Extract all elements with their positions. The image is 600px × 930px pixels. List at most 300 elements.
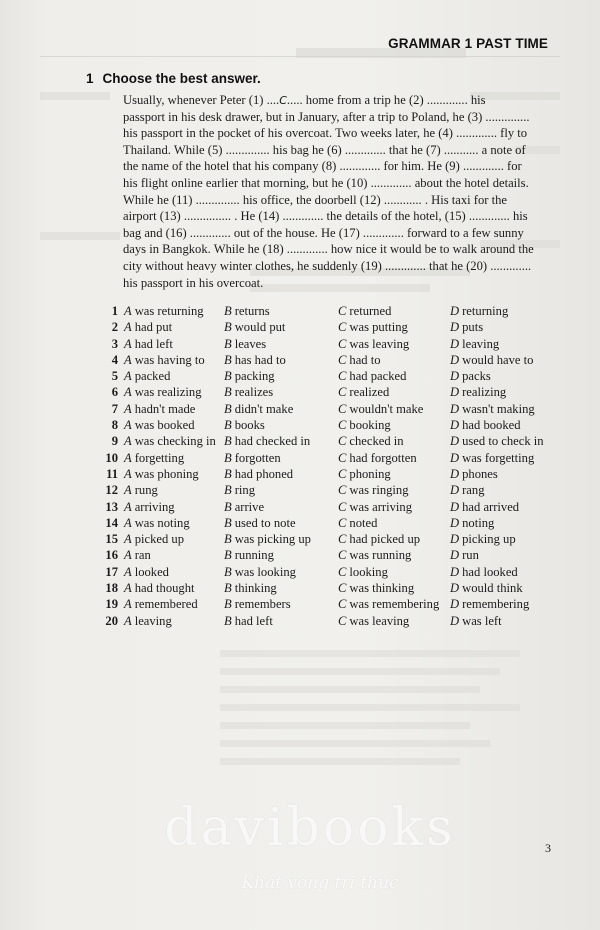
option-d xyxy=(450,450,534,466)
exercise-instruction: Choose the best answer. xyxy=(102,71,261,86)
question-number: 3 xyxy=(111,336,118,351)
option-letter: A xyxy=(124,434,132,449)
option-letter: B xyxy=(224,385,232,400)
option-text: had phoned xyxy=(234,466,294,481)
option-text: running xyxy=(234,548,274,563)
passage-line: While he (11) .............. his office, the doorbell (12) ............ . His taxi for the xyxy=(123,192,508,207)
option-letter: B xyxy=(224,515,232,530)
option-text: wouldn't make xyxy=(349,401,424,416)
option-letter: D xyxy=(450,499,460,514)
option-c xyxy=(338,580,414,596)
option-b xyxy=(224,499,264,515)
option-letter: C xyxy=(338,304,347,318)
option-text: was leaving xyxy=(349,613,410,628)
option-a xyxy=(124,401,195,417)
question-number: 1 xyxy=(111,304,118,318)
question-number: 20 xyxy=(105,613,118,628)
answer-row xyxy=(100,613,552,629)
option-a xyxy=(124,613,172,629)
option-letter: B xyxy=(224,418,232,433)
option-letter: C xyxy=(338,418,347,433)
option-text: would think xyxy=(462,581,523,596)
option-a xyxy=(124,531,184,547)
option-text: was noting xyxy=(134,515,190,530)
option-d xyxy=(450,433,544,449)
option-letter: B xyxy=(224,499,232,514)
option-c xyxy=(338,352,381,368)
option-letter: C xyxy=(338,548,347,563)
option-text: had thought xyxy=(134,581,195,596)
option-text: books xyxy=(234,418,265,433)
option-a xyxy=(124,499,175,515)
answer-row xyxy=(100,466,552,482)
option-c xyxy=(338,303,391,319)
option-letter: B xyxy=(224,401,232,416)
option-letter: D xyxy=(450,418,460,433)
option-letter: D xyxy=(450,385,460,400)
option-letter: C xyxy=(338,385,347,400)
option-letter: C xyxy=(338,597,347,612)
option-letter: D xyxy=(450,450,460,465)
option-text: hadn't made xyxy=(134,401,196,416)
option-text: had put xyxy=(134,320,173,335)
option-letter: B xyxy=(224,466,232,481)
option-text: arriving xyxy=(134,499,175,514)
option-text: has had to xyxy=(234,352,286,367)
option-letter: B xyxy=(224,581,232,596)
option-b xyxy=(224,417,265,433)
option-text: remembering xyxy=(462,597,530,612)
option-letter: D xyxy=(450,352,460,367)
option-letter: D xyxy=(450,597,460,612)
option-text: phoning xyxy=(349,466,391,481)
option-text: was left xyxy=(462,613,502,628)
answer-row xyxy=(100,401,552,417)
option-letter: C xyxy=(338,499,347,514)
option-text: had picked up xyxy=(349,532,421,547)
answer-row xyxy=(100,547,552,563)
option-letter: B xyxy=(224,450,232,465)
option-letter: D xyxy=(450,548,460,563)
option-text: rang xyxy=(462,483,485,498)
option-letter: C xyxy=(338,532,347,547)
option-text: leaving xyxy=(462,336,500,351)
option-text: had packed xyxy=(349,369,407,384)
option-text: was picking up xyxy=(234,532,311,547)
option-text: rung xyxy=(134,483,158,498)
option-a xyxy=(124,515,190,531)
option-d xyxy=(450,466,498,482)
option-a xyxy=(124,368,170,384)
option-c xyxy=(338,336,409,352)
option-letter: C xyxy=(338,450,347,465)
option-text: leaving xyxy=(134,613,172,628)
option-text: returning xyxy=(462,304,509,318)
answer-row xyxy=(100,531,552,547)
option-letter: C xyxy=(338,320,347,335)
passage-line: passport in his desk drawer, but in January, after a trip to Poland, he (3) .............. xyxy=(123,109,530,124)
option-d xyxy=(450,515,494,531)
option-text: packing xyxy=(234,369,275,384)
passage-line: airport (13) ............... . He (14) ............. the details of the hotel, (15) ............. his xyxy=(123,209,528,224)
exercise-number: 1 xyxy=(86,71,94,86)
option-b xyxy=(224,433,310,449)
option-c xyxy=(338,450,417,466)
option-text: leaves xyxy=(234,336,267,351)
passage-line: days in Bangkok. While he (18) ............. how nice it would be to walk around the xyxy=(123,242,534,257)
handwritten-answer: C xyxy=(279,94,287,107)
option-a xyxy=(124,564,169,580)
option-letter: A xyxy=(124,564,132,579)
option-letter: C xyxy=(338,369,347,384)
option-a xyxy=(124,596,198,612)
option-b xyxy=(224,352,286,368)
option-c xyxy=(338,482,409,498)
option-b xyxy=(224,482,255,498)
option-b xyxy=(224,401,293,417)
question-number: 11 xyxy=(106,466,118,481)
option-c xyxy=(338,417,391,433)
option-letter: D xyxy=(450,613,460,628)
question-number: 18 xyxy=(105,581,118,596)
option-d xyxy=(450,336,499,352)
option-text: was putting xyxy=(349,320,408,335)
option-a xyxy=(124,319,172,335)
option-d xyxy=(450,482,485,498)
option-d xyxy=(450,613,502,629)
option-text: forgotten xyxy=(234,450,281,465)
answer-row xyxy=(100,515,552,531)
option-text: phones xyxy=(462,466,498,481)
answer-row xyxy=(100,417,552,433)
option-text: packs xyxy=(462,369,491,384)
option-b xyxy=(224,319,285,335)
option-letter: B xyxy=(224,369,232,384)
answer-options-list xyxy=(100,303,552,629)
option-letter: C xyxy=(338,564,347,579)
option-letter: C xyxy=(338,336,347,351)
option-letter: D xyxy=(450,369,460,384)
option-d xyxy=(450,384,506,400)
option-text: picking up xyxy=(462,532,516,547)
answer-row xyxy=(100,336,552,352)
passage-line: his passport in his overcoat. xyxy=(123,275,264,290)
option-text: returned xyxy=(349,304,392,318)
option-text: was ringing xyxy=(349,483,409,498)
question-number: 14 xyxy=(105,515,118,530)
passage-line: the name of the hotel that his company (8) ............. for him. He (9) ............. for xyxy=(123,159,522,174)
option-d xyxy=(450,417,521,433)
page-number: 3 xyxy=(545,841,551,855)
option-letter: B xyxy=(224,304,232,318)
question-number: 4 xyxy=(111,352,118,367)
option-text: was booked xyxy=(134,418,195,433)
option-text: was running xyxy=(349,548,412,563)
answer-row xyxy=(100,564,552,580)
option-letter: B xyxy=(224,434,232,449)
option-text: had arrived xyxy=(462,499,520,514)
option-text: had looked xyxy=(462,564,518,579)
option-text: looked xyxy=(134,564,169,579)
option-letter: D xyxy=(450,564,460,579)
answer-row xyxy=(100,433,552,449)
question-number: 8 xyxy=(111,418,118,433)
option-letter: C xyxy=(338,483,347,498)
answer-row xyxy=(100,482,552,498)
option-c xyxy=(338,319,408,335)
option-letter: A xyxy=(124,466,132,481)
option-text: realized xyxy=(349,385,390,400)
question-number: 5 xyxy=(111,369,118,384)
option-text: packed xyxy=(134,369,171,384)
answer-row xyxy=(100,352,552,368)
option-b xyxy=(224,596,291,612)
option-letter: D xyxy=(450,532,460,547)
option-c xyxy=(338,531,420,547)
option-c xyxy=(338,368,406,384)
option-text: used to check in xyxy=(462,434,544,449)
question-number: 15 xyxy=(105,532,118,547)
option-c xyxy=(338,499,412,515)
question-number: 2 xyxy=(111,320,118,335)
option-letter: B xyxy=(224,483,232,498)
option-letter: B xyxy=(224,336,232,351)
option-c xyxy=(338,564,388,580)
option-text: was phoning xyxy=(134,466,199,481)
option-b xyxy=(224,564,296,580)
option-b xyxy=(224,466,293,482)
option-a xyxy=(124,384,202,400)
option-text: had forgotten xyxy=(349,450,417,465)
option-d xyxy=(450,564,518,580)
passage-line-end: ..... home from a trip he (2) ............. his xyxy=(286,93,486,107)
option-text: remembered xyxy=(134,597,198,612)
option-text: had left xyxy=(134,336,173,351)
option-letter: D xyxy=(450,483,460,498)
option-c xyxy=(338,384,389,400)
passage-line-start: Usually, whenever Peter (1) .... xyxy=(123,93,280,107)
option-letter: A xyxy=(124,336,132,351)
answer-row xyxy=(100,303,552,319)
question-number: 12 xyxy=(105,483,118,498)
option-letter: C xyxy=(338,434,347,449)
option-letter: A xyxy=(124,401,132,416)
option-d xyxy=(450,580,523,596)
option-letter: A xyxy=(124,532,132,547)
option-text: checked in xyxy=(349,434,404,449)
answer-row xyxy=(100,384,552,400)
option-a xyxy=(124,417,195,433)
passage-line: city without heavy winter clothes, he suddenly (19) ............. that he (20) ............. xyxy=(123,258,532,273)
answer-row xyxy=(100,580,552,596)
option-a xyxy=(124,303,204,319)
option-text: was arriving xyxy=(349,499,413,514)
option-c xyxy=(338,515,377,531)
passage-line xyxy=(123,92,548,109)
question-number: 6 xyxy=(111,385,118,400)
option-b xyxy=(224,450,281,466)
option-text: looking xyxy=(349,564,388,579)
option-c xyxy=(338,547,411,563)
option-b xyxy=(224,580,277,596)
option-text: remembers xyxy=(234,597,291,612)
option-a xyxy=(124,336,173,352)
option-text: would have to xyxy=(462,352,534,367)
passage-line: bag and (16) ............. out of the house. He (17) ............. forward to a few sunny xyxy=(123,225,524,240)
option-text: was remembering xyxy=(349,597,440,612)
option-text: arrive xyxy=(234,499,265,514)
option-text: returns xyxy=(234,304,270,318)
option-text: picked up xyxy=(134,532,185,547)
option-letter: B xyxy=(224,352,232,367)
option-text: used to note xyxy=(234,515,296,530)
option-d xyxy=(450,368,491,384)
watermark-tagline: Khát vọng tri thức xyxy=(241,873,399,893)
passage xyxy=(123,92,548,291)
option-letter: D xyxy=(450,466,460,481)
option-c xyxy=(338,596,439,612)
option-letter: B xyxy=(224,548,232,563)
option-text: realizes xyxy=(234,385,274,400)
option-text: booking xyxy=(349,418,391,433)
option-letter: B xyxy=(224,564,232,579)
option-letter: A xyxy=(124,304,132,318)
option-letter: A xyxy=(124,418,132,433)
option-text: had left xyxy=(234,613,273,628)
option-text: was leaving xyxy=(349,336,410,351)
option-b xyxy=(224,515,296,531)
option-letter: A xyxy=(124,369,132,384)
option-text: was forgetting xyxy=(462,450,535,465)
option-letter: A xyxy=(124,450,132,465)
option-b xyxy=(224,303,270,319)
option-letter: D xyxy=(450,581,460,596)
option-text: was thinking xyxy=(349,581,415,596)
option-c xyxy=(338,613,409,629)
option-c xyxy=(338,466,391,482)
option-text: had to xyxy=(349,352,381,367)
option-text: was checking in xyxy=(134,434,216,449)
option-letter: C xyxy=(338,515,347,530)
option-letter: B xyxy=(224,613,232,628)
passage-line: his passport in the pocket of his overcoat. Two weeks later, he (4) ............. fly to xyxy=(123,126,528,141)
option-text: noted xyxy=(349,515,378,530)
option-c xyxy=(338,433,404,449)
option-text: ran xyxy=(134,548,151,563)
option-letter: C xyxy=(338,401,347,416)
option-letter: A xyxy=(124,581,132,596)
option-text: had booked xyxy=(462,418,521,433)
option-letter: C xyxy=(338,613,347,628)
option-letter: D xyxy=(450,401,460,416)
option-text: ring xyxy=(234,483,255,498)
option-b xyxy=(224,531,311,547)
option-text: had checked in xyxy=(234,434,311,449)
option-d xyxy=(450,352,533,368)
option-d xyxy=(450,531,516,547)
option-text: thinking xyxy=(234,581,277,596)
option-text: would put xyxy=(234,320,286,335)
answer-row xyxy=(100,450,552,466)
option-letter: C xyxy=(338,466,347,481)
option-letter: A xyxy=(124,597,132,612)
option-text: didn't make xyxy=(234,401,294,416)
passage-line: Thailand. While (5) .............. his bag he (6) ............. that he (7) ........... a note of xyxy=(123,142,526,157)
option-letter: A xyxy=(124,385,132,400)
question-number: 16 xyxy=(105,548,118,563)
option-b xyxy=(224,547,274,563)
question-number: 13 xyxy=(105,499,118,514)
option-a xyxy=(124,450,184,466)
option-letter: D xyxy=(450,434,460,449)
option-letter: B xyxy=(224,320,232,335)
watermark-logo: davibooks xyxy=(164,798,456,858)
question-number: 19 xyxy=(105,597,118,612)
option-b xyxy=(224,368,275,384)
option-b xyxy=(224,384,273,400)
option-text: wasn't making xyxy=(462,401,535,416)
option-letter: B xyxy=(224,597,232,612)
option-d xyxy=(450,303,508,319)
question-number: 10 xyxy=(105,450,118,465)
option-a xyxy=(124,580,195,596)
option-text: puts xyxy=(462,320,484,335)
option-d xyxy=(450,499,519,515)
option-d xyxy=(450,319,483,335)
option-letter: D xyxy=(450,304,460,318)
answer-row xyxy=(100,319,552,335)
option-letter: A xyxy=(124,320,132,335)
option-letter: D xyxy=(450,515,460,530)
option-b xyxy=(224,613,273,629)
exercise-heading xyxy=(86,71,261,86)
option-text: was realizing xyxy=(134,385,202,400)
option-letter: C xyxy=(338,581,347,596)
option-d xyxy=(450,547,479,563)
answer-row xyxy=(100,596,552,612)
option-letter: A xyxy=(124,352,132,367)
option-text: run xyxy=(462,548,479,563)
answer-row xyxy=(100,368,552,384)
option-letter: D xyxy=(450,336,460,351)
option-d xyxy=(450,401,535,417)
option-a xyxy=(124,433,216,449)
option-a xyxy=(124,466,199,482)
option-c xyxy=(338,401,423,417)
option-text: was returning xyxy=(134,304,204,318)
option-letter: D xyxy=(450,320,460,335)
option-letter: A xyxy=(124,499,132,514)
option-a xyxy=(124,482,158,498)
option-a xyxy=(124,352,205,368)
option-letter: A xyxy=(124,483,132,498)
option-letter: A xyxy=(124,548,132,563)
answer-row xyxy=(100,499,552,515)
question-number: 7 xyxy=(111,401,118,416)
passage-line: his flight online earlier that morning, but he (10) ............. about the hotel details. xyxy=(123,175,529,190)
question-number: 17 xyxy=(105,564,118,579)
option-letter: A xyxy=(124,515,132,530)
option-text: noting xyxy=(462,515,495,530)
option-letter: A xyxy=(124,613,132,628)
option-text: was having to xyxy=(134,352,205,367)
option-text: forgetting xyxy=(134,450,185,465)
option-d xyxy=(450,596,529,612)
option-letter: B xyxy=(224,532,232,547)
option-letter: C xyxy=(338,352,347,367)
option-b xyxy=(224,336,266,352)
question-number: 9 xyxy=(111,434,118,449)
